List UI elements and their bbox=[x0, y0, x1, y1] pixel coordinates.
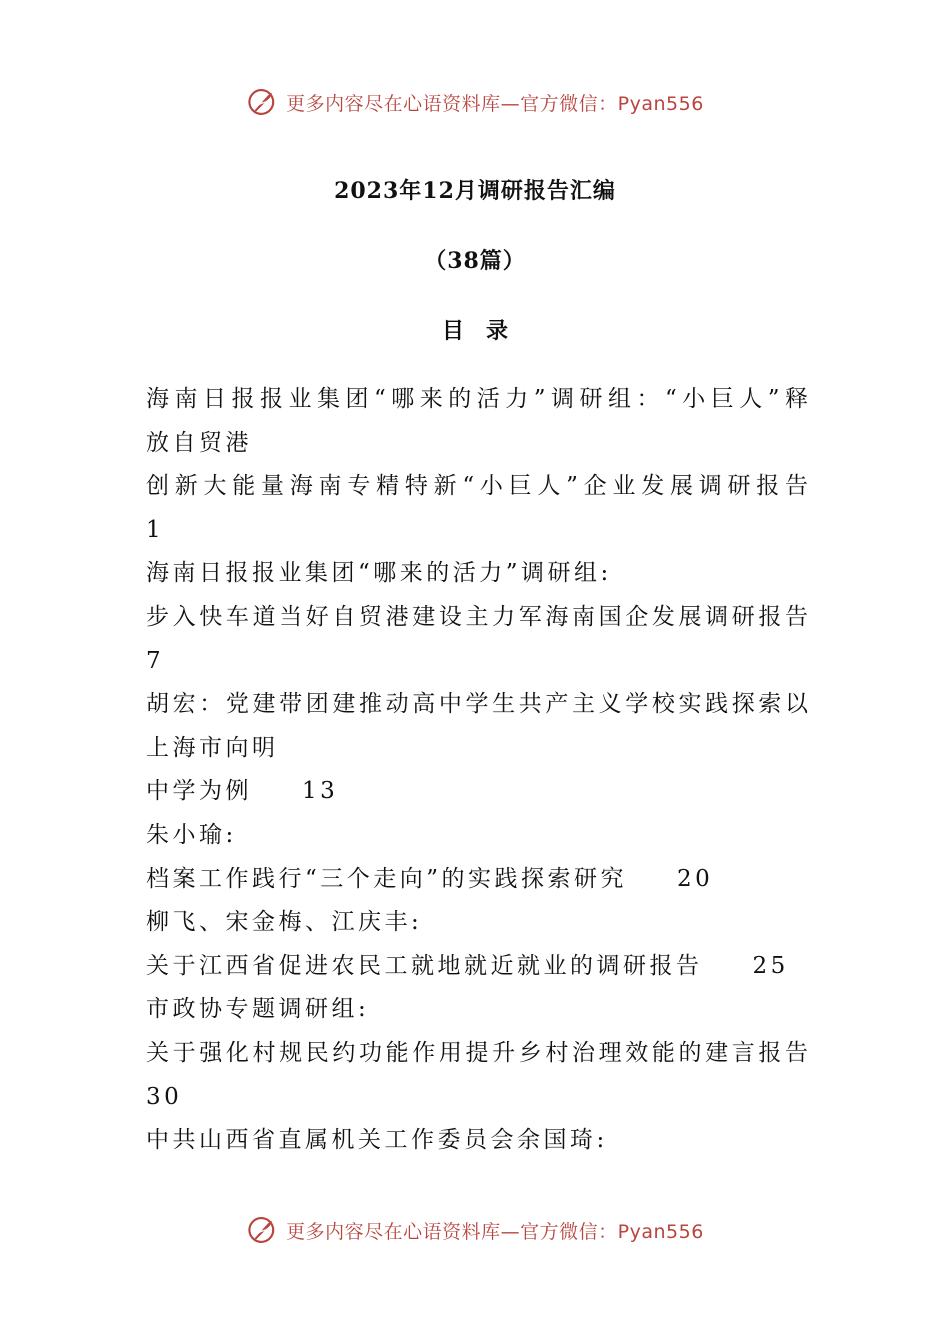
toc-line: 30 bbox=[146, 1083, 183, 1110]
toc-line: 放自贸港 bbox=[146, 429, 252, 456]
toc-line: 档案工作践行“三个走向”的实践探索研究 20 bbox=[146, 865, 714, 892]
document-title: 2023年12月调研报告汇编 bbox=[334, 178, 616, 204]
footer-watermark bbox=[0, 1210, 950, 1250]
header-watermark-text: 更多内容尽在心语资料库—官方微信：Pyan556 bbox=[286, 92, 704, 115]
toc-page-number: 20 bbox=[677, 865, 714, 892]
toc-line: 创新大能量海南专精特新“小巨人”企业发展调研报告 bbox=[146, 473, 808, 500]
toc-page-number: 25 bbox=[752, 952, 789, 979]
toc-line: 中学为例 13 bbox=[146, 778, 339, 805]
toc-line: 1 bbox=[146, 516, 165, 543]
pen-nib-logo-icon bbox=[246, 1213, 280, 1247]
toc-page-number: 13 bbox=[302, 778, 339, 805]
toc-line: 上海市向明 bbox=[146, 734, 279, 761]
table-of-contents bbox=[146, 378, 808, 1163]
toc-line: 胡宏：党建带团建推动高中学生共产主义学校实践探索以 bbox=[146, 691, 808, 718]
header-watermark bbox=[0, 82, 950, 122]
toc-line: 海南日报报业集团“哪来的活力”调研组: bbox=[146, 560, 612, 587]
toc-line: 关于强化村规民约功能作用提升乡村治理效能的建言报告 bbox=[146, 1039, 808, 1066]
toc-heading: 目录 bbox=[441, 318, 530, 344]
toc-line: 中共山西省直属机关工作委员会余国琦: bbox=[146, 1127, 608, 1154]
toc-line: 海南日报报业集团“哪来的活力”调研组：“小巨人”释 bbox=[146, 386, 808, 412]
toc-line: 朱小瑜: bbox=[146, 821, 237, 848]
footer-watermark-text: 更多内容尽在心语资料库—官方微信：Pyan556 bbox=[286, 1220, 704, 1243]
toc-line: 关于江西省促进农民工就地就近就业的调研报告 25 bbox=[146, 952, 789, 979]
pen-nib-logo-icon bbox=[246, 85, 280, 119]
document-count: （38篇） bbox=[424, 248, 526, 274]
toc-line: 市政协专题调研组: bbox=[146, 996, 370, 1023]
toc-line: 柳飞、宋金梅、江庆丰: bbox=[146, 909, 423, 936]
toc-line: 7 bbox=[146, 647, 165, 674]
toc-line: 步入快车道当好自贸港建设主力军海南国企发展调研报告 bbox=[146, 603, 808, 630]
